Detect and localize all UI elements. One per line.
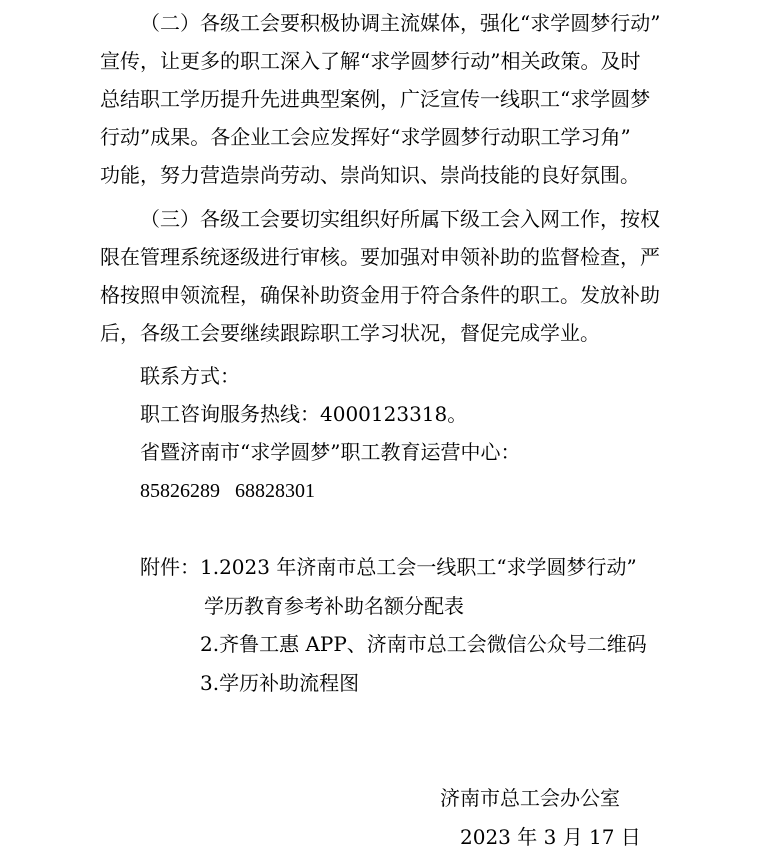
paragraph-line: 宣传，让更多的职工深入了解“求学圆梦行动”相关政策。及时 [100, 49, 641, 73]
attachments-label: 附件： [140, 555, 200, 579]
contact-heading: 联系方式： [140, 364, 240, 388]
contact-center: 省暨济南市“求学圆梦”职工教育运营中心： [140, 440, 521, 464]
contact-hotline: 职工咨询服务热线：4000123318。 [140, 402, 468, 426]
attachment-item-1: 1.2023 年济南市总工会一线职工“求学圆梦行动” [200, 555, 637, 579]
paragraph-line: 后，各级工会要继续跟踪职工学习状况，督促完成学业。 [100, 321, 600, 345]
paragraph-line: （二）各级工会要积极协调主流媒体，强化“求学圆梦行动” [140, 11, 661, 35]
attachment-item-3: 3.学历补助流程图 [200, 671, 360, 695]
paragraph-line: 功能，努力营造崇尚劳动、崇尚知识、崇尚技能的良好氛围。 [100, 163, 640, 187]
signature-organization: 济南市总工会办公室 [440, 786, 620, 810]
attachment-item-2: 2.齐鲁工惠 APP、济南市总工会微信公众号二维码 [200, 632, 647, 656]
paragraph-line: 限在管理系统逐级进行审核。要加强对申领补助的监督检查，严 [100, 245, 660, 269]
paragraph-line: （三）各级工会要切实组织好所属下级工会入网工作，按权 [140, 207, 660, 231]
signature-date: 2023 年 3 月 17 日 [460, 825, 641, 849]
paragraph-line: 格按照申领流程，确保补助资金用于符合条件的职工。发放补助 [100, 283, 660, 307]
contact-phones: 85826289 68828301 [140, 480, 315, 502]
attachment-item-1-continued: 学历教育参考补助名额分配表 [204, 594, 464, 618]
paragraph-line: 行动”成果。各企业工会应发挥好“求学圆梦行动职工学习角” [100, 125, 631, 149]
paragraph-line: 总结职工学历提升先进典型案例，广泛宣传一线职工“求学圆梦 [100, 87, 651, 111]
paragraph-network-review [100, 200, 695, 352]
paragraph-media-promotion [100, 4, 695, 194]
